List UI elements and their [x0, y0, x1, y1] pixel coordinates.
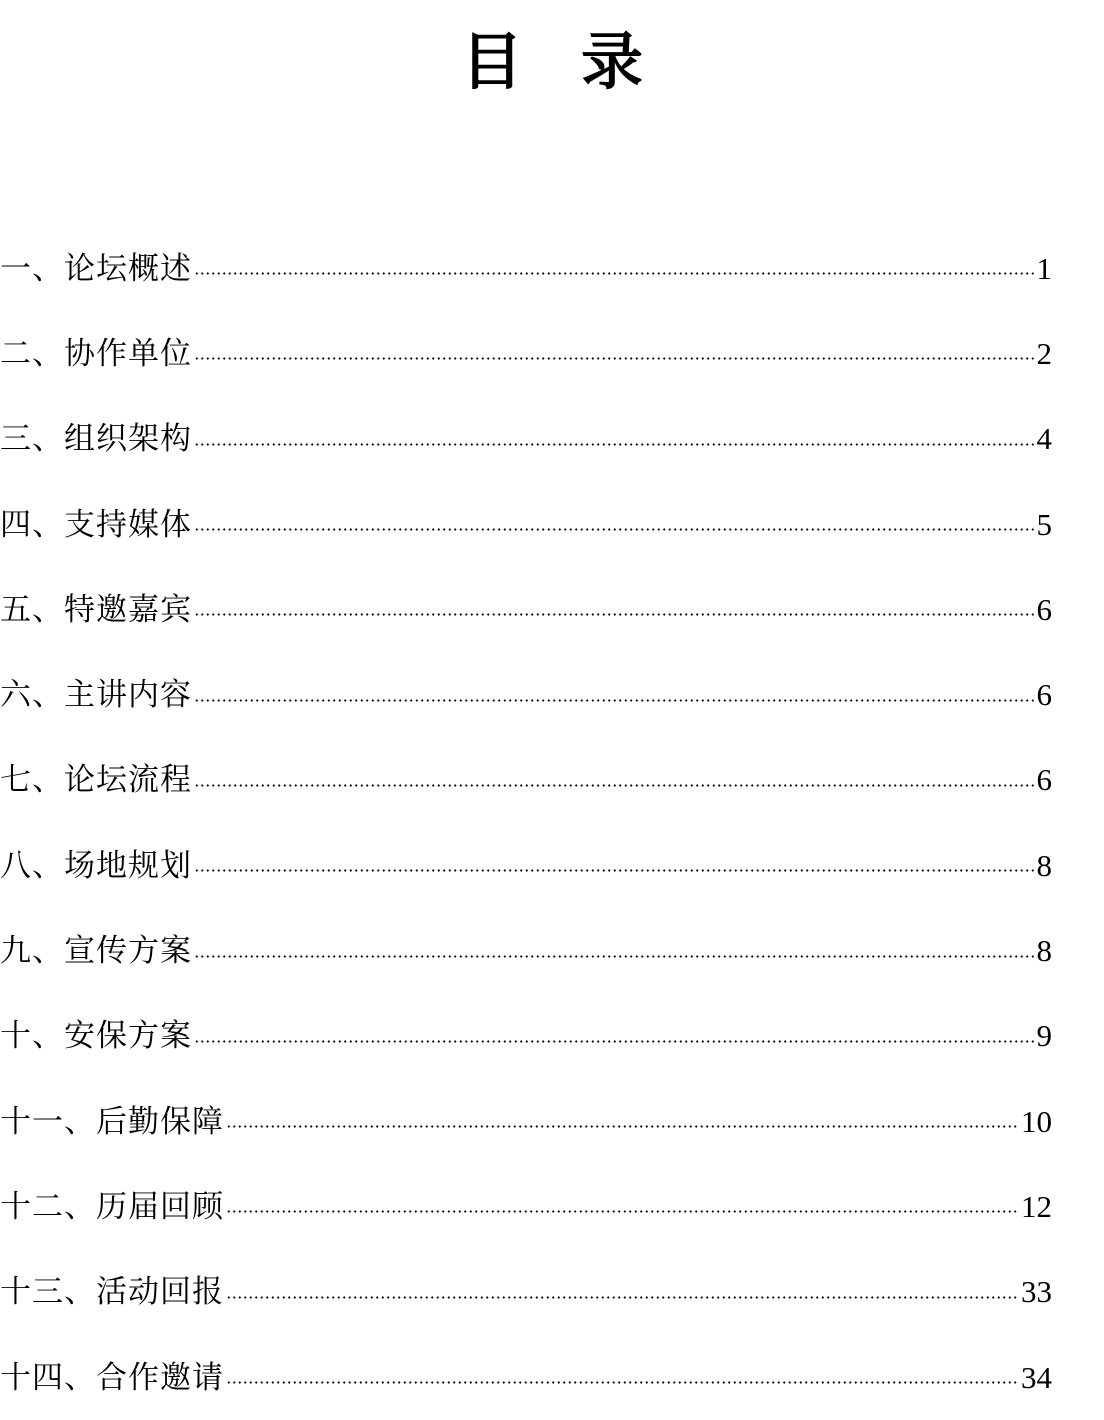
- toc-entry-label: 五、特邀嘉宾: [0, 591, 192, 628]
- toc-entry-page: 1: [1036, 250, 1052, 286]
- toc-entry-7[interactable]: [0, 738, 1052, 823]
- toc-entry-label: 二、协作单位: [0, 335, 192, 372]
- toc-entry-2[interactable]: [0, 311, 1052, 396]
- toc-entry-page: 33: [1021, 1274, 1052, 1310]
- toc-entry-label: 十三、活动回报: [0, 1274, 224, 1311]
- toc-entry-12[interactable]: [0, 1164, 1052, 1249]
- toc-entry-page: 12: [1021, 1188, 1052, 1224]
- page-title: [0, 22, 1104, 102]
- toc-entry-page: 34: [1021, 1359, 1052, 1395]
- toc-entry-label: 四、支持媒体: [0, 506, 192, 543]
- dot-leader: [194, 613, 1035, 616]
- toc-entry-5[interactable]: [0, 567, 1052, 652]
- dot-leader: [194, 1040, 1035, 1043]
- toc-entry-label: 十二、历届回顾: [0, 1188, 224, 1225]
- toc-entry-9[interactable]: [0, 908, 1052, 993]
- dot-leader: [226, 1125, 1019, 1128]
- toc-entry-label: 十四、合作邀请: [0, 1359, 224, 1396]
- dot-leader: [194, 869, 1035, 872]
- dot-leader: [194, 699, 1035, 702]
- toc-entry-label: 一、论坛概述: [0, 250, 192, 287]
- toc-entry-1[interactable]: [0, 226, 1052, 311]
- toc-entry-page: 10: [1021, 1103, 1052, 1139]
- toc-entry-page: 6: [1036, 677, 1052, 713]
- dot-leader: [226, 1296, 1019, 1299]
- dot-leader: [194, 443, 1035, 446]
- toc-entry-4[interactable]: [0, 482, 1052, 567]
- toc-entry-3[interactable]: [0, 397, 1052, 482]
- toc-entry-page: 9: [1036, 1018, 1052, 1054]
- toc-entry-10[interactable]: [0, 994, 1052, 1079]
- toc-entry-page: 6: [1036, 591, 1052, 627]
- toc-entry-label: 十、安保方案: [0, 1018, 192, 1055]
- toc-entry-label: 八、场地规划: [0, 847, 192, 884]
- dot-leader: [194, 955, 1035, 958]
- toc-entry-page: 5: [1036, 506, 1052, 542]
- toc-entry-label: 九、宣传方案: [0, 933, 192, 970]
- toc-entry-page: 4: [1036, 421, 1052, 457]
- dot-leader: [194, 272, 1035, 275]
- toc-entry-8[interactable]: [0, 823, 1052, 908]
- toc-entry-14[interactable]: [0, 1335, 1052, 1420]
- dot-leader: [194, 784, 1035, 787]
- toc-entry-page: 8: [1036, 847, 1052, 883]
- dot-leader: [226, 1210, 1019, 1213]
- table-of-contents: [0, 226, 1052, 1420]
- dot-leader: [194, 357, 1035, 360]
- title-char-2: 录: [581, 25, 644, 98]
- dot-leader: [194, 528, 1035, 531]
- toc-entry-6[interactable]: [0, 652, 1052, 737]
- toc-entry-label: 十一、后勤保障: [0, 1103, 224, 1140]
- toc-entry-11[interactable]: [0, 1079, 1052, 1164]
- toc-entry-label: 七、论坛流程: [0, 762, 192, 799]
- toc-entry-page: 2: [1036, 335, 1052, 371]
- toc-entry-page: 8: [1036, 933, 1052, 969]
- toc-entry-label: 六、主讲内容: [0, 677, 192, 714]
- toc-entry-page: 6: [1036, 762, 1052, 798]
- toc-entry-13[interactable]: [0, 1250, 1052, 1335]
- toc-entry-label: 三、组织架构: [0, 421, 192, 458]
- title-char-1: 目: [460, 25, 523, 98]
- dot-leader: [226, 1381, 1019, 1384]
